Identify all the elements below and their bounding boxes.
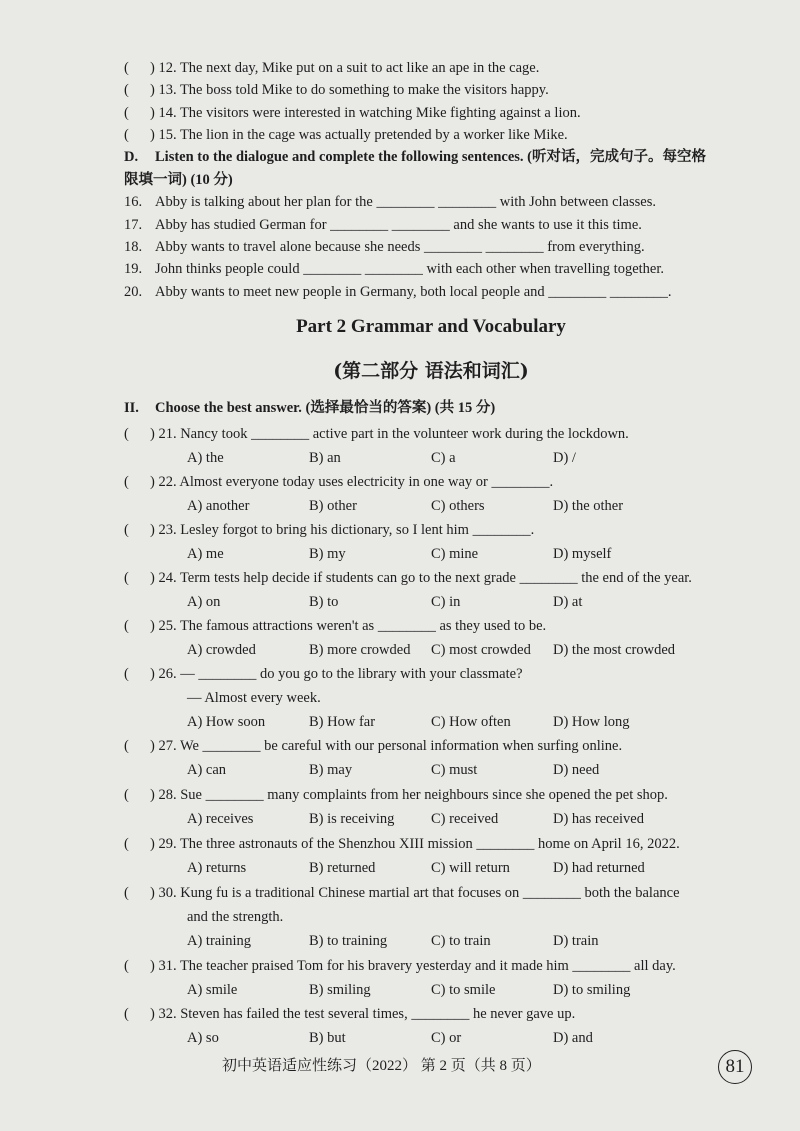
option-b[interactable]: B) is receiving — [309, 811, 395, 827]
item-number: 17. — [124, 217, 143, 233]
page-number-badge: 81 — [718, 1050, 752, 1084]
option-c[interactable]: C) to smile — [431, 982, 496, 998]
answer-paren[interactable]: ( — [124, 787, 129, 803]
section-heading-line1: Listen to the dialogue and complete the following sentences. (听对话，完成句子。每空格 — [155, 149, 706, 165]
question-stem-continued: — Almost every week. — [187, 690, 321, 706]
option-b[interactable]: B) to training — [309, 933, 388, 949]
answer-paren[interactable]: ( — [124, 738, 129, 754]
item-number: 19. — [124, 261, 143, 277]
option-c[interactable]: C) others — [431, 498, 485, 514]
item-text[interactable]: Abby is talking about her plan for the ________ ________ with John between classes. — [155, 194, 656, 210]
answer-paren[interactable]: ( — [124, 666, 129, 682]
answer-paren[interactable]: ( — [124, 522, 129, 538]
option-a[interactable]: A) smile — [187, 982, 238, 998]
answer-paren[interactable]: ( — [124, 958, 129, 974]
option-a[interactable]: A) so — [187, 1030, 219, 1046]
option-c[interactable]: C) to train — [431, 933, 491, 949]
question-stem: ) 29. The three astronauts of the Shenzhou XIII mission ________ home on April 16, 2022. — [150, 836, 680, 852]
option-b[interactable]: B) an — [309, 450, 341, 466]
item-text: ) 13. The boss told Mike to do something to make the visitors happy. — [150, 82, 549, 98]
option-d[interactable]: D) How long — [553, 714, 630, 730]
question-stem: ) 22. Almost everyone today uses electricity in one way or ________. — [150, 474, 554, 490]
option-a[interactable]: A) the — [187, 450, 224, 466]
option-d[interactable]: D) to smiling — [553, 982, 631, 998]
question-stem: ) 28. Sue ________ many complaints from her neighbours since she opened the pet shop. — [150, 787, 668, 803]
part-title: Part 2 Grammar and Vocabulary — [296, 316, 566, 337]
option-a[interactable]: A) training — [187, 933, 252, 949]
question-stem: ) 24. Term tests help decide if students can go to the next grade ________ the end of the year. — [150, 570, 692, 586]
question-stem: ) 30. Kung fu is a traditional Chinese martial art that focuses on ________ both the balance — [150, 885, 680, 901]
answer-paren[interactable]: ( — [124, 474, 129, 490]
option-b[interactable]: B) returned — [309, 860, 376, 876]
item-number: 16. — [124, 194, 143, 210]
option-c[interactable]: C) or — [431, 1030, 462, 1046]
option-b[interactable]: B) to — [309, 594, 339, 610]
answer-paren[interactable]: ( — [124, 885, 129, 901]
section-heading: Choose the best answer. (选择最恰当的答案) (共 15 分) — [155, 400, 496, 416]
option-c[interactable]: C) mine — [431, 546, 479, 562]
item-text[interactable]: Abby wants to meet new people in Germany, both local people and ________ ________. — [155, 284, 672, 300]
item-number: 18. — [124, 239, 143, 255]
option-a[interactable]: A) can — [187, 762, 227, 778]
option-c[interactable]: C) a — [431, 450, 456, 466]
section-label: II. — [124, 400, 139, 416]
answer-paren[interactable]: ( — [124, 836, 129, 852]
question-stem: ) 31. The teacher praised Tom for his bravery yesterday and it made him ________ all day. — [150, 958, 676, 974]
answer-paren[interactable]: ( — [124, 105, 129, 121]
item-text[interactable]: John thinks people could ________ ________ with each other when travelling together. — [155, 261, 665, 277]
footer-text: 初中英语适应性练习（2022） 第 2 页（共 8 页） — [222, 1058, 541, 1074]
item-text: ) 12. The next day, Mike put on a suit to act like an ape in the cage. — [150, 60, 540, 76]
question-stem: ) 21. Nancy took ________ active part in the volunteer work during the lockdown. — [150, 426, 629, 442]
option-a[interactable]: A) another — [187, 498, 250, 514]
question-stem: ) 26. — ________ do you go to the library with your classmate? — [150, 666, 523, 682]
option-a[interactable]: A) on — [187, 594, 221, 610]
answer-paren[interactable]: ( — [124, 60, 129, 76]
option-b[interactable]: B) How far — [309, 714, 376, 730]
option-d[interactable]: D) the other — [553, 498, 624, 514]
option-d[interactable]: D) myself — [553, 546, 612, 562]
item-text[interactable]: Abby wants to travel alone because she needs ________ ________ from everything. — [155, 239, 645, 255]
answer-paren[interactable]: ( — [124, 127, 129, 143]
question-stem: ) 27. We ________ be careful with our personal information when surfing online. — [150, 738, 623, 754]
option-a[interactable]: A) How soon — [187, 714, 266, 730]
option-d[interactable]: D) train — [553, 933, 599, 949]
option-b[interactable]: B) other — [309, 498, 357, 514]
question-stem: ) 32. Steven has failed the test several times, ________ he never gave up. — [150, 1006, 576, 1022]
option-d[interactable]: D) the most crowded — [553, 642, 676, 658]
item-text[interactable]: Abby has studied German for ________ ________ and she wants to use it this time. — [155, 217, 642, 233]
option-d[interactable]: D) and — [553, 1030, 593, 1046]
option-d[interactable]: D) had returned — [553, 860, 645, 876]
option-d[interactable]: D) at — [553, 594, 583, 610]
option-c[interactable]: C) received — [431, 811, 499, 827]
option-c[interactable]: C) most crowded — [431, 642, 531, 658]
answer-paren[interactable]: ( — [124, 570, 129, 586]
item-number: 20. — [124, 284, 143, 300]
question-stem: ) 23. Lesley forgot to bring his dictionary, so I lent him ________. — [150, 522, 535, 538]
answer-paren[interactable]: ( — [124, 82, 129, 98]
option-a[interactable]: A) crowded — [187, 642, 256, 658]
item-text: ) 14. The visitors were interested in watching Mike fighting against a lion. — [150, 105, 581, 121]
option-c[interactable]: C) must — [431, 762, 478, 778]
option-b[interactable]: B) may — [309, 762, 353, 778]
option-c[interactable]: C) in — [431, 594, 461, 610]
answer-paren[interactable]: ( — [124, 1006, 129, 1022]
option-b[interactable]: B) but — [309, 1030, 346, 1046]
option-c[interactable]: C) will return — [431, 860, 510, 876]
section-letter: D. — [124, 149, 139, 165]
item-text: ) 15. The lion in the cage was actually pretended by a worker like Mike. — [150, 127, 568, 143]
question-stem: ) 25. The famous attractions weren't as ________ as they used to be. — [150, 618, 547, 634]
option-c[interactable]: C) How often — [431, 714, 511, 730]
option-a[interactable]: A) receives — [187, 811, 254, 827]
option-d[interactable]: D) / — [553, 450, 576, 466]
option-d[interactable]: D) has received — [553, 811, 644, 827]
part-subtitle: (第二部分 语法和词汇) — [333, 360, 529, 382]
option-b[interactable]: B) my — [309, 546, 346, 562]
option-b[interactable]: B) smiling — [309, 982, 371, 998]
option-a[interactable]: A) me — [187, 546, 224, 562]
option-a[interactable]: A) returns — [187, 860, 247, 876]
question-stem-continued: and the strength. — [187, 909, 284, 925]
answer-paren[interactable]: ( — [124, 426, 129, 442]
option-d[interactable]: D) need — [553, 762, 600, 778]
answer-paren[interactable]: ( — [124, 618, 129, 634]
section-heading-line2: 限填一词) (10 分) — [124, 172, 233, 188]
option-b[interactable]: B) more crowded — [309, 642, 411, 658]
